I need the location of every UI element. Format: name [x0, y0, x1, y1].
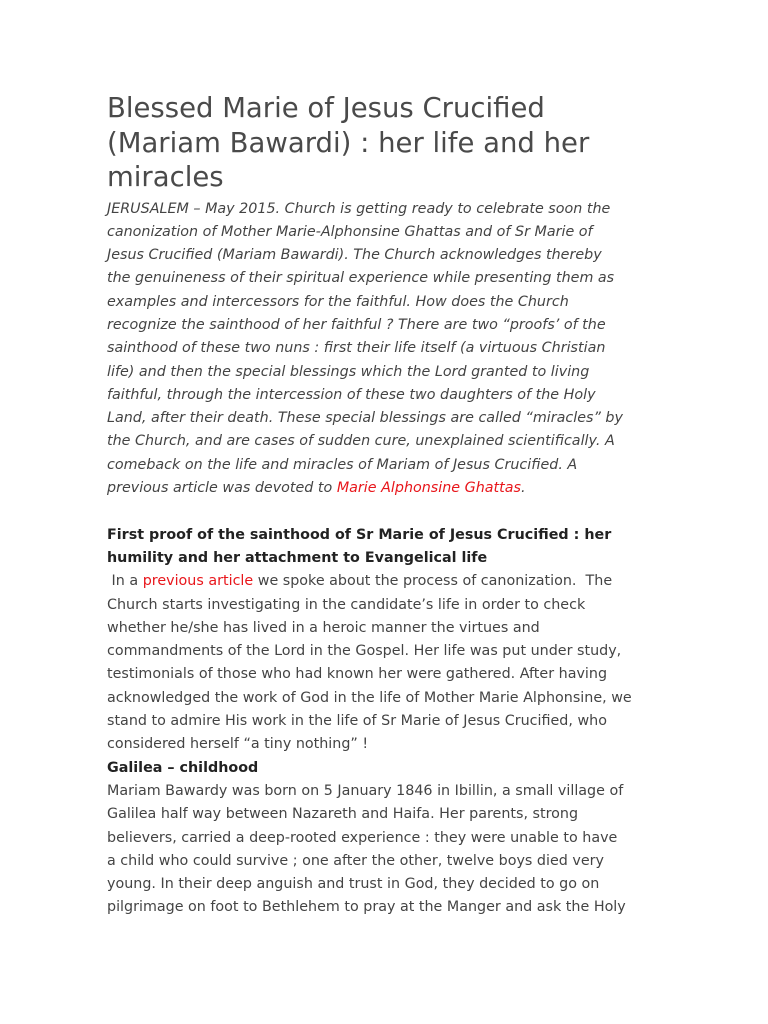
intro-line: the genuineness of their spiritual experience while presenting them as — [107, 270, 615, 287]
paragraph-line: whether he/she has lived in a heroic manner the virtues and — [107, 619, 540, 636]
paragraph-line: Mariam Bawardy was born on 5 January 1846 in Ibillin, a small village of — [107, 782, 624, 799]
intro-paragraph — [107, 198, 667, 501]
article — [107, 91, 667, 920]
intro-line: JERUSALEM – May 2015. Church is getting ready to celebrate soon the — [107, 200, 611, 217]
intro-line: Land, after their death. These special blessings are called “miracles” by — [107, 410, 623, 427]
paragraph-line: testimonials of those who had known her were gathered. After having — [107, 666, 608, 683]
intro-line: life) and then the special blessings which the Lord granted to living — [107, 363, 590, 380]
section-heading: First proof of the sainthood of Sr Marie of Jesus Crucified : her — [107, 526, 612, 543]
section-heading: humility and her attachment to Evangelical life — [107, 549, 488, 566]
intro-line: faithful, through the intercession of these two daughters of the Holy — [107, 386, 596, 403]
intro-line: comeback on the life and miracles of Mariam of Jesus Crucified. A — [107, 456, 578, 473]
paragraph-line — [107, 570, 667, 593]
intro-line: recognize the sainthood of her faithful ? There are two “proofs’ of the — [107, 316, 606, 333]
paragraph-text: we spoke about the process of canonization. The — [253, 573, 613, 590]
intro-line: sainthood of these two nuns : first their life itself (a virtuous Christian — [107, 340, 606, 357]
paragraph-line: Church starts investigating in the candidate’s life in order to check — [107, 596, 586, 613]
article-title — [107, 91, 667, 195]
paragraph-line: commandments of the Lord in the Gospel. Her life was put under study, — [107, 643, 622, 660]
paragraph-line: believers, carried a deep-rooted experience : they were unable to have — [107, 829, 618, 846]
paragraph-line: pilgrimage on foot to Bethlehem to pray at the Manger and ask the Holy — [107, 899, 626, 916]
title-line: miracles — [107, 161, 224, 193]
paragraph-text: In a — [107, 573, 143, 590]
paragraph-line: young. In their deep anguish and trust in God, they decided to go on — [107, 876, 600, 893]
previous-article-link[interactable]: previous article — [142, 573, 254, 590]
paragraph-line: considered herself “a tiny nothing” ! — [107, 736, 369, 753]
intro-line: examples and intercessors for the faithful. How does the Church — [107, 293, 569, 310]
marie-alphonsine-ghattas-link[interactable]: Marie Alphonsine Ghattas — [336, 480, 521, 497]
spacer — [107, 500, 667, 523]
section-heading: Galilea – childhood — [107, 759, 259, 776]
intro-text: . — [520, 480, 526, 497]
intro-text: previous article was devoted to — [107, 480, 337, 497]
paragraph-line: acknowledged the work of God in the life of Mother Marie Alphonsine, we — [107, 689, 632, 706]
intro-line-last — [107, 477, 667, 500]
section-childhood — [107, 757, 667, 920]
title-line: Blessed Marie of Jesus Crucified — [107, 92, 545, 124]
paragraph-line: stand to admire His work in the life of Sr Marie of Jesus Crucified, who — [107, 713, 607, 730]
paragraph-line: Galilea half way between Nazareth and Haifa. Her parents, strong — [107, 806, 579, 823]
intro-line: canonization of Mother Marie-Alphonsine Ghattas and of Sr Marie of — [107, 223, 593, 240]
section-first-proof — [107, 524, 667, 757]
intro-line: Jesus Crucified (Mariam Bawardi). The Church acknowledges thereby — [107, 247, 602, 264]
intro-line: the Church, and are cases of sudden cure, unexplained scientifically. A — [107, 433, 615, 450]
title-line: (Mariam Bawardi) : her life and her — [107, 126, 590, 159]
paragraph-line: a child who could survive ; one after the other, twelve boys died very — [107, 852, 604, 869]
